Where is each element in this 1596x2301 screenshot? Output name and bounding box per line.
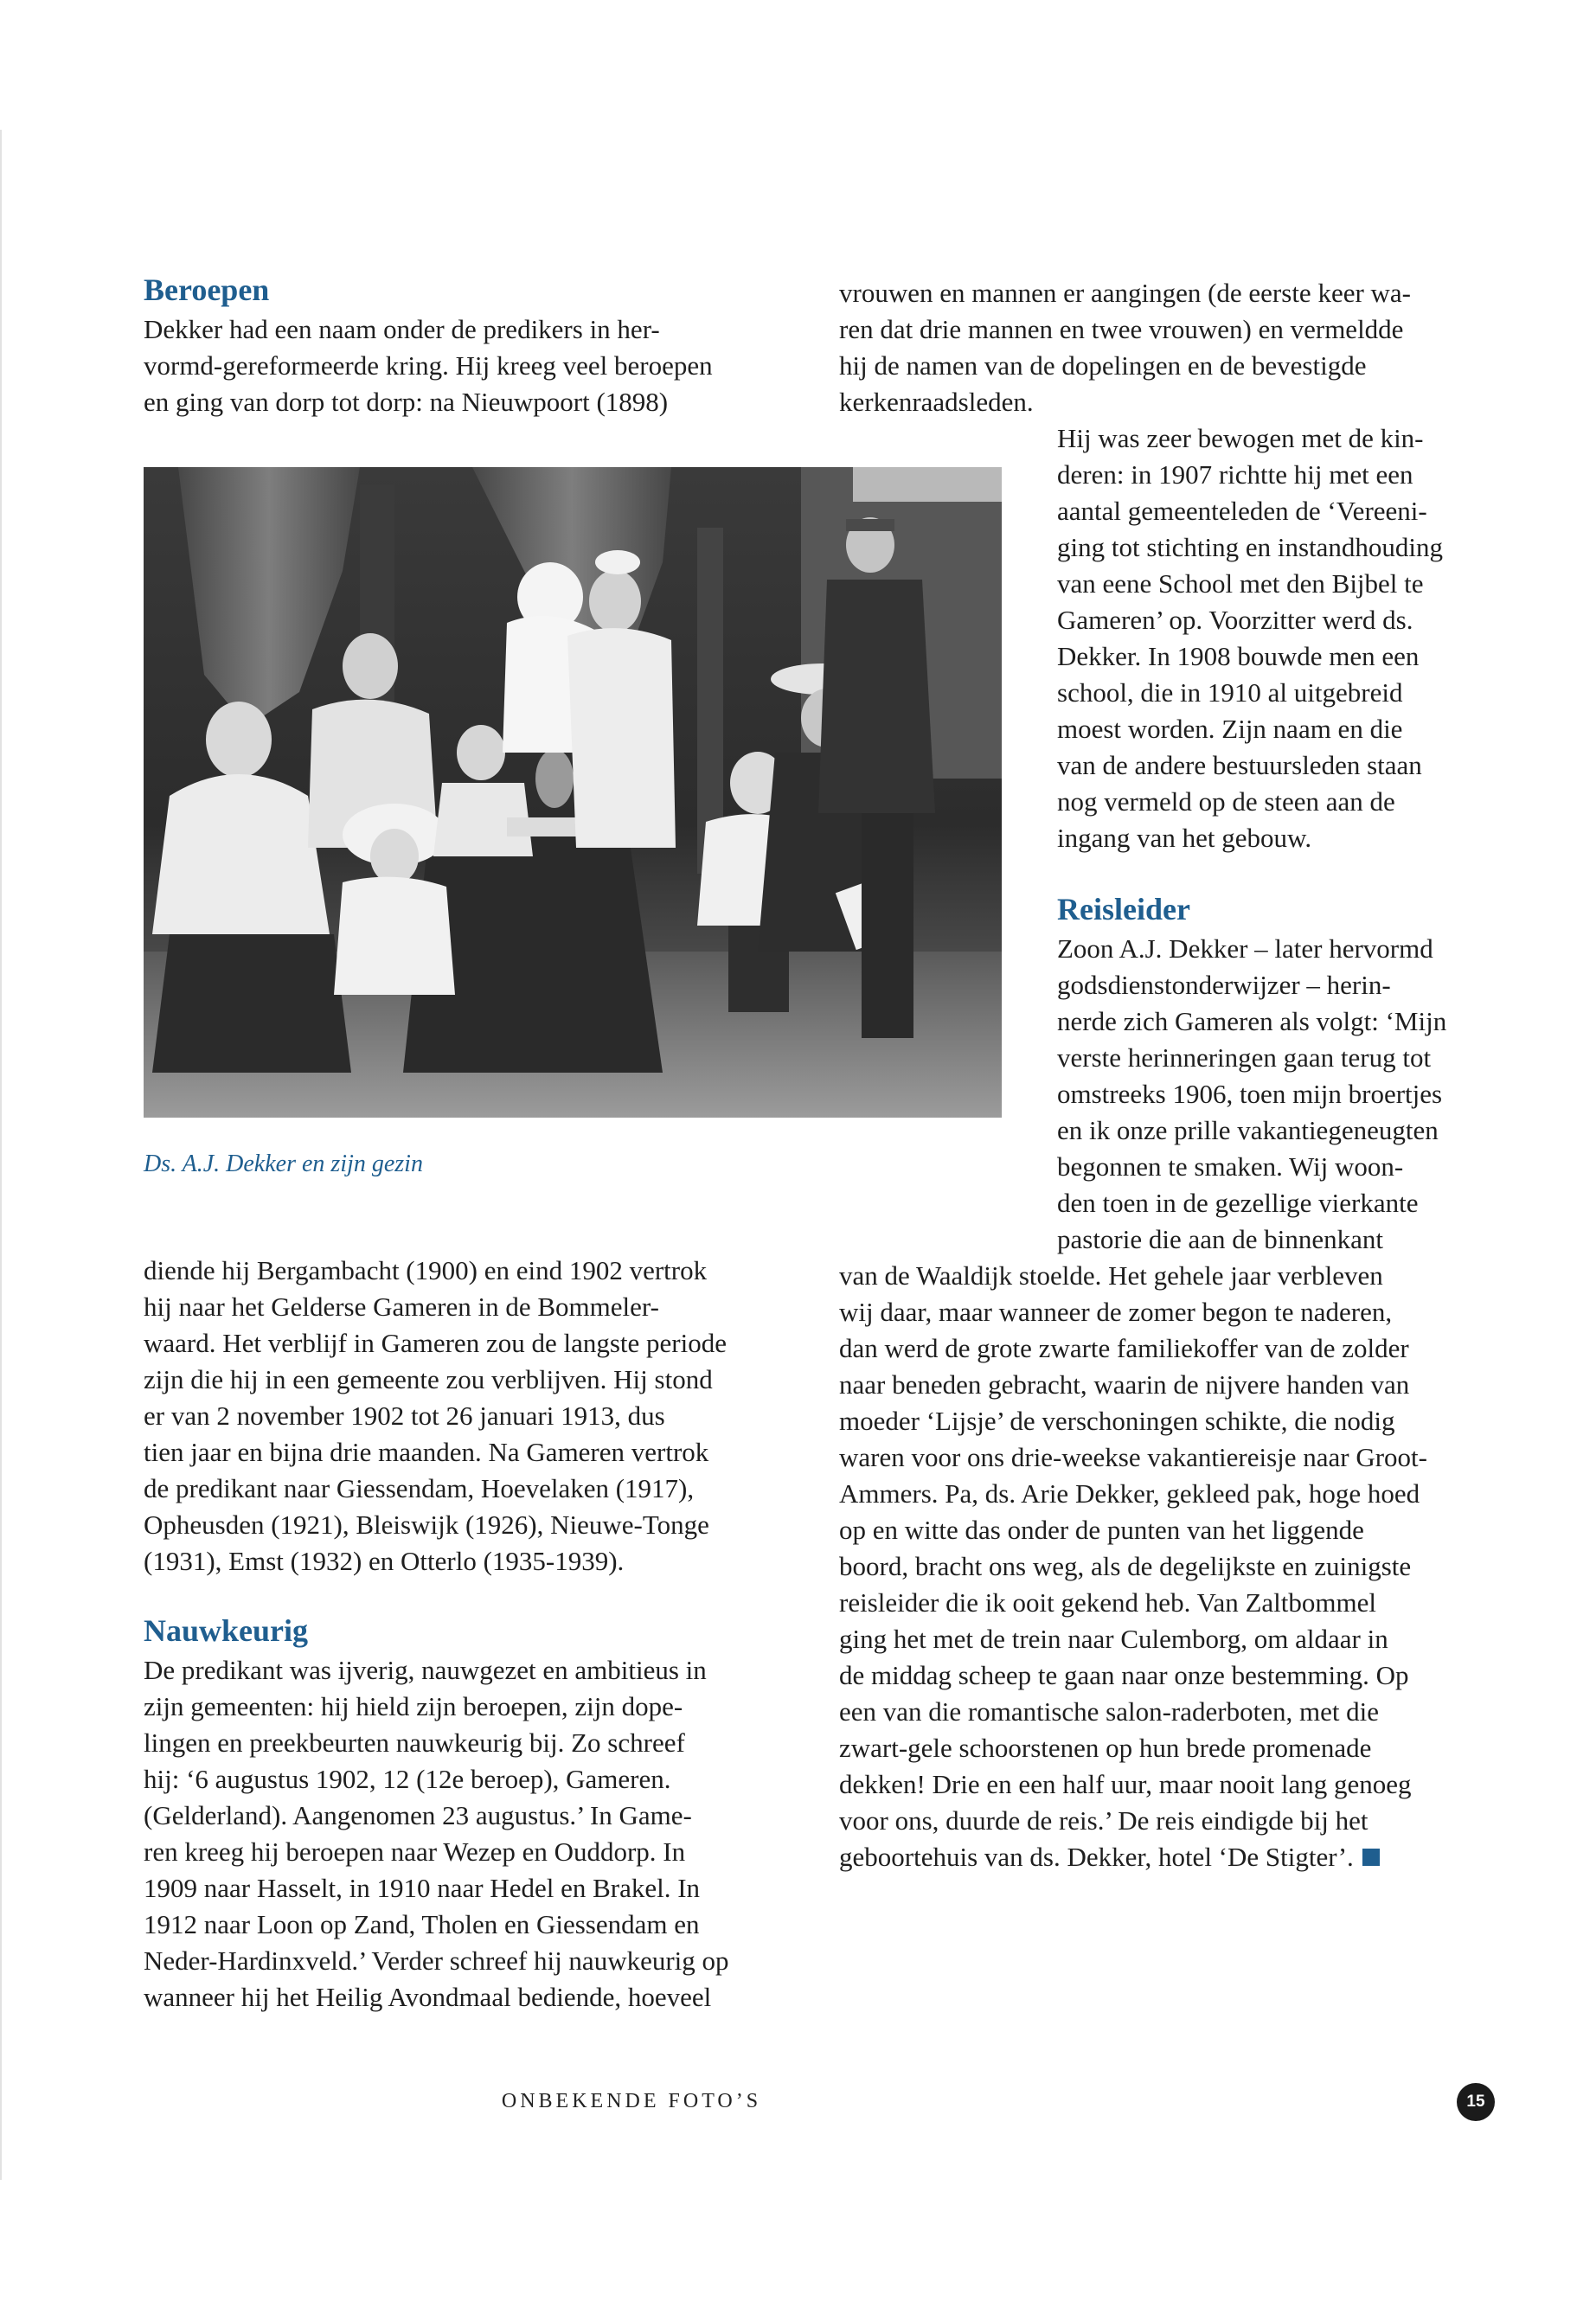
reisleider-wide [839, 1258, 1427, 1875]
text-line: ging het met de trein naar Culemborg, om aldaar in [839, 1624, 1388, 1654]
right-top-paragraph [839, 275, 1411, 420]
text-line: moest worden. Zijn naam en die [1057, 714, 1403, 744]
text-line: ren dat drie mannen en twee vrouwen) en vermeldde [839, 314, 1404, 344]
text-line: hij naar het Gelderse Gameren in de Bommeler- [144, 1292, 659, 1322]
beroepen-intro [144, 311, 713, 420]
text-line: Hij was zeer bewogen met de kin- [1057, 423, 1424, 453]
text-line: waren voor ons drie-weekse vakantiereisje naar Groot- [839, 1442, 1427, 1472]
text-line: hij de namen van de dopelingen en de bevestigde [839, 350, 1367, 381]
text-line: omstreeks 1906, toen mijn broertjes [1057, 1079, 1443, 1109]
page-edge [0, 130, 2, 2180]
text-line: nerde zich Gameren als volgt: ‘Mijn [1057, 1006, 1447, 1036]
text-line: 1909 naar Hasselt, in 1910 naar Hedel en Brakel. In [144, 1873, 701, 1903]
text-line: en ik onze prille vakantiegeneugten [1057, 1115, 1439, 1145]
text-line: naar beneden gebracht, waarin de nijvere handen van [839, 1369, 1410, 1400]
text-line: (Gelderland). Aangenomen 23 augustus.’ In Game- [144, 1800, 692, 1830]
text-line: Dekker. In 1908 bouwde men een [1057, 641, 1420, 671]
text-line: nog vermeld op de steen aan de [1057, 786, 1395, 817]
text-line: boord, bracht ons weg, als de degelijkste en zuinigste [839, 1551, 1412, 1581]
family-photo [144, 467, 1002, 1118]
text-line: wij daar, maar wanneer de zomer begon te naderen, [839, 1297, 1393, 1327]
heading-nauwkeurig: Nauwkeurig [144, 1613, 309, 1648]
text-line: er van 2 november 1902 tot 26 januari 1913, dus [144, 1400, 665, 1431]
page-number: 15 [1457, 2083, 1495, 2121]
end-mark-icon [1362, 1849, 1380, 1866]
text-line: hij: ‘6 augustus 1902, 12 (12e beroep), Gameren. [144, 1764, 671, 1794]
text-line: Zoon A.J. Dekker – later hervormd [1057, 933, 1433, 964]
text-line: zijn die hij in een gemeente zou verblijven. Hij stond [144, 1364, 713, 1394]
text-line: lingen en preekbeurten nauwkeurig bij. Zo schreef [144, 1727, 685, 1758]
text-line: reisleider die ik ooit gekend heb. Van Zaltbommel [839, 1587, 1376, 1618]
text-line: dan werd de grote zwarte familiekoffer van de zolder [839, 1333, 1409, 1363]
text-line-last [839, 1839, 1427, 1875]
text-line: begonnen te smaken. Wij woon- [1057, 1151, 1404, 1182]
text-line: godsdienstonderwijzer – herin- [1057, 970, 1391, 1000]
text-line: school, die in 1910 al uitgebreid [1057, 677, 1403, 708]
text-line: Gameren’ op. Voorzitter werd ds. [1057, 605, 1413, 635]
text-line: ingang van het gebouw. [1057, 823, 1312, 853]
text-line: Ammers. Pa, ds. Arie Dekker, gekleed pak, hoge hoed [839, 1478, 1420, 1509]
text-line: Opheusden (1921), Bleiswijk (1926), Nieuwe-Tonge [144, 1509, 709, 1540]
running-title: ONBEKENDE FOTO’S [501, 2090, 762, 2112]
text-line: vrouwen en mannen er aangingen (de eerste keer wa- [839, 278, 1412, 308]
text-line: vormd-gereformeerde kring. Hij kreeg veel beroepen [144, 350, 713, 381]
text-line: de predikant naar Giessendam, Hoevelaken (1917), [144, 1473, 695, 1503]
reisleider-narrow [1057, 931, 1446, 1258]
text-line: (1931), Emst (1932) en Otterlo (1935-1939). [144, 1546, 625, 1576]
text-line: Neder-Hardinxveld.’ Verder schreef hij nauwkeurig op [144, 1945, 729, 1976]
heading-reisleider: Reisleider [1057, 892, 1190, 926]
text-line: pastorie die aan de binnenkant [1057, 1224, 1384, 1254]
heading-beroepen: Beroepen [144, 272, 270, 307]
text-line: ren kreeg hij beroepen naar Wezep en Ouddorp. In [144, 1836, 686, 1867]
nauwkeurig-paragraph [144, 1652, 729, 2016]
text-line: van de andere bestuursleden staan [1057, 750, 1422, 780]
text-line: 1912 naar Loon op Zand, Tholen en Giessendam en [144, 1909, 700, 1939]
text-line: waard. Het verblijf in Gameren zou de langste periode [144, 1328, 727, 1358]
text-line: wanneer hij het Heilig Avondmaal bediende, hoeveel [144, 1982, 712, 2012]
text-line: zwart-gele schoorstenen op hun brede promenade [839, 1733, 1372, 1763]
text-line: van eene School met den Bijbel te [1057, 568, 1424, 599]
text-line: en ging van dorp tot dorp: na Nieuwpoort (1898) [144, 387, 669, 417]
beroepen-continued [144, 1253, 727, 1580]
text-line: op en witte das onder de punten van het liggende [839, 1515, 1364, 1545]
last-line-text: geboortehuis van ds. Dekker, hotel ‘De Stigter’. [839, 1842, 1354, 1872]
text-line: van de Waaldijk stoelde. Het gehele jaar verbleven [839, 1260, 1383, 1291]
text-line: ging tot stichting en instandhouding [1057, 532, 1444, 562]
text-line: dekken! Drie en een half uur, maar nooit lang genoeg [839, 1769, 1412, 1799]
text-line: diende hij Bergambacht (1900) en eind 1902 vertrok [144, 1255, 708, 1285]
school-paragraph [1057, 420, 1443, 856]
photo-caption: Ds. A.J. Dekker en zijn gezin [144, 1150, 423, 1177]
text-line: kerkenraadsleden. [839, 387, 1034, 417]
text-line: Dekker had een naam onder de predikers in her- [144, 314, 660, 344]
text-line: verste herinneringen gaan terug tot [1057, 1042, 1432, 1073]
text-line: zijn gemeenten: hij hield zijn beroepen, zijn dope- [144, 1691, 683, 1721]
text-line: De predikant was ijverig, nauwgezet en ambitieus in [144, 1655, 707, 1685]
text-line: moeder ‘Lijsje’ de verschoningen schikte, die nodig [839, 1406, 1395, 1436]
text-line: aantal gemeenteleden de ‘Vereeni- [1057, 496, 1427, 526]
text-line: de middag scheep te gaan naar onze bestemming. Op [839, 1660, 1409, 1690]
text-line: een van die romantische salon-raderboten, met die [839, 1696, 1380, 1727]
text-line: deren: in 1907 richtte hij met een [1057, 459, 1413, 490]
text-line: den toen in de gezellige vierkante [1057, 1188, 1419, 1218]
text-line: voor ons, duurde de reis.’ De reis eindigde bij het [839, 1805, 1368, 1836]
text-line: tien jaar en bijna drie maanden. Na Gameren vertrok [144, 1437, 709, 1467]
